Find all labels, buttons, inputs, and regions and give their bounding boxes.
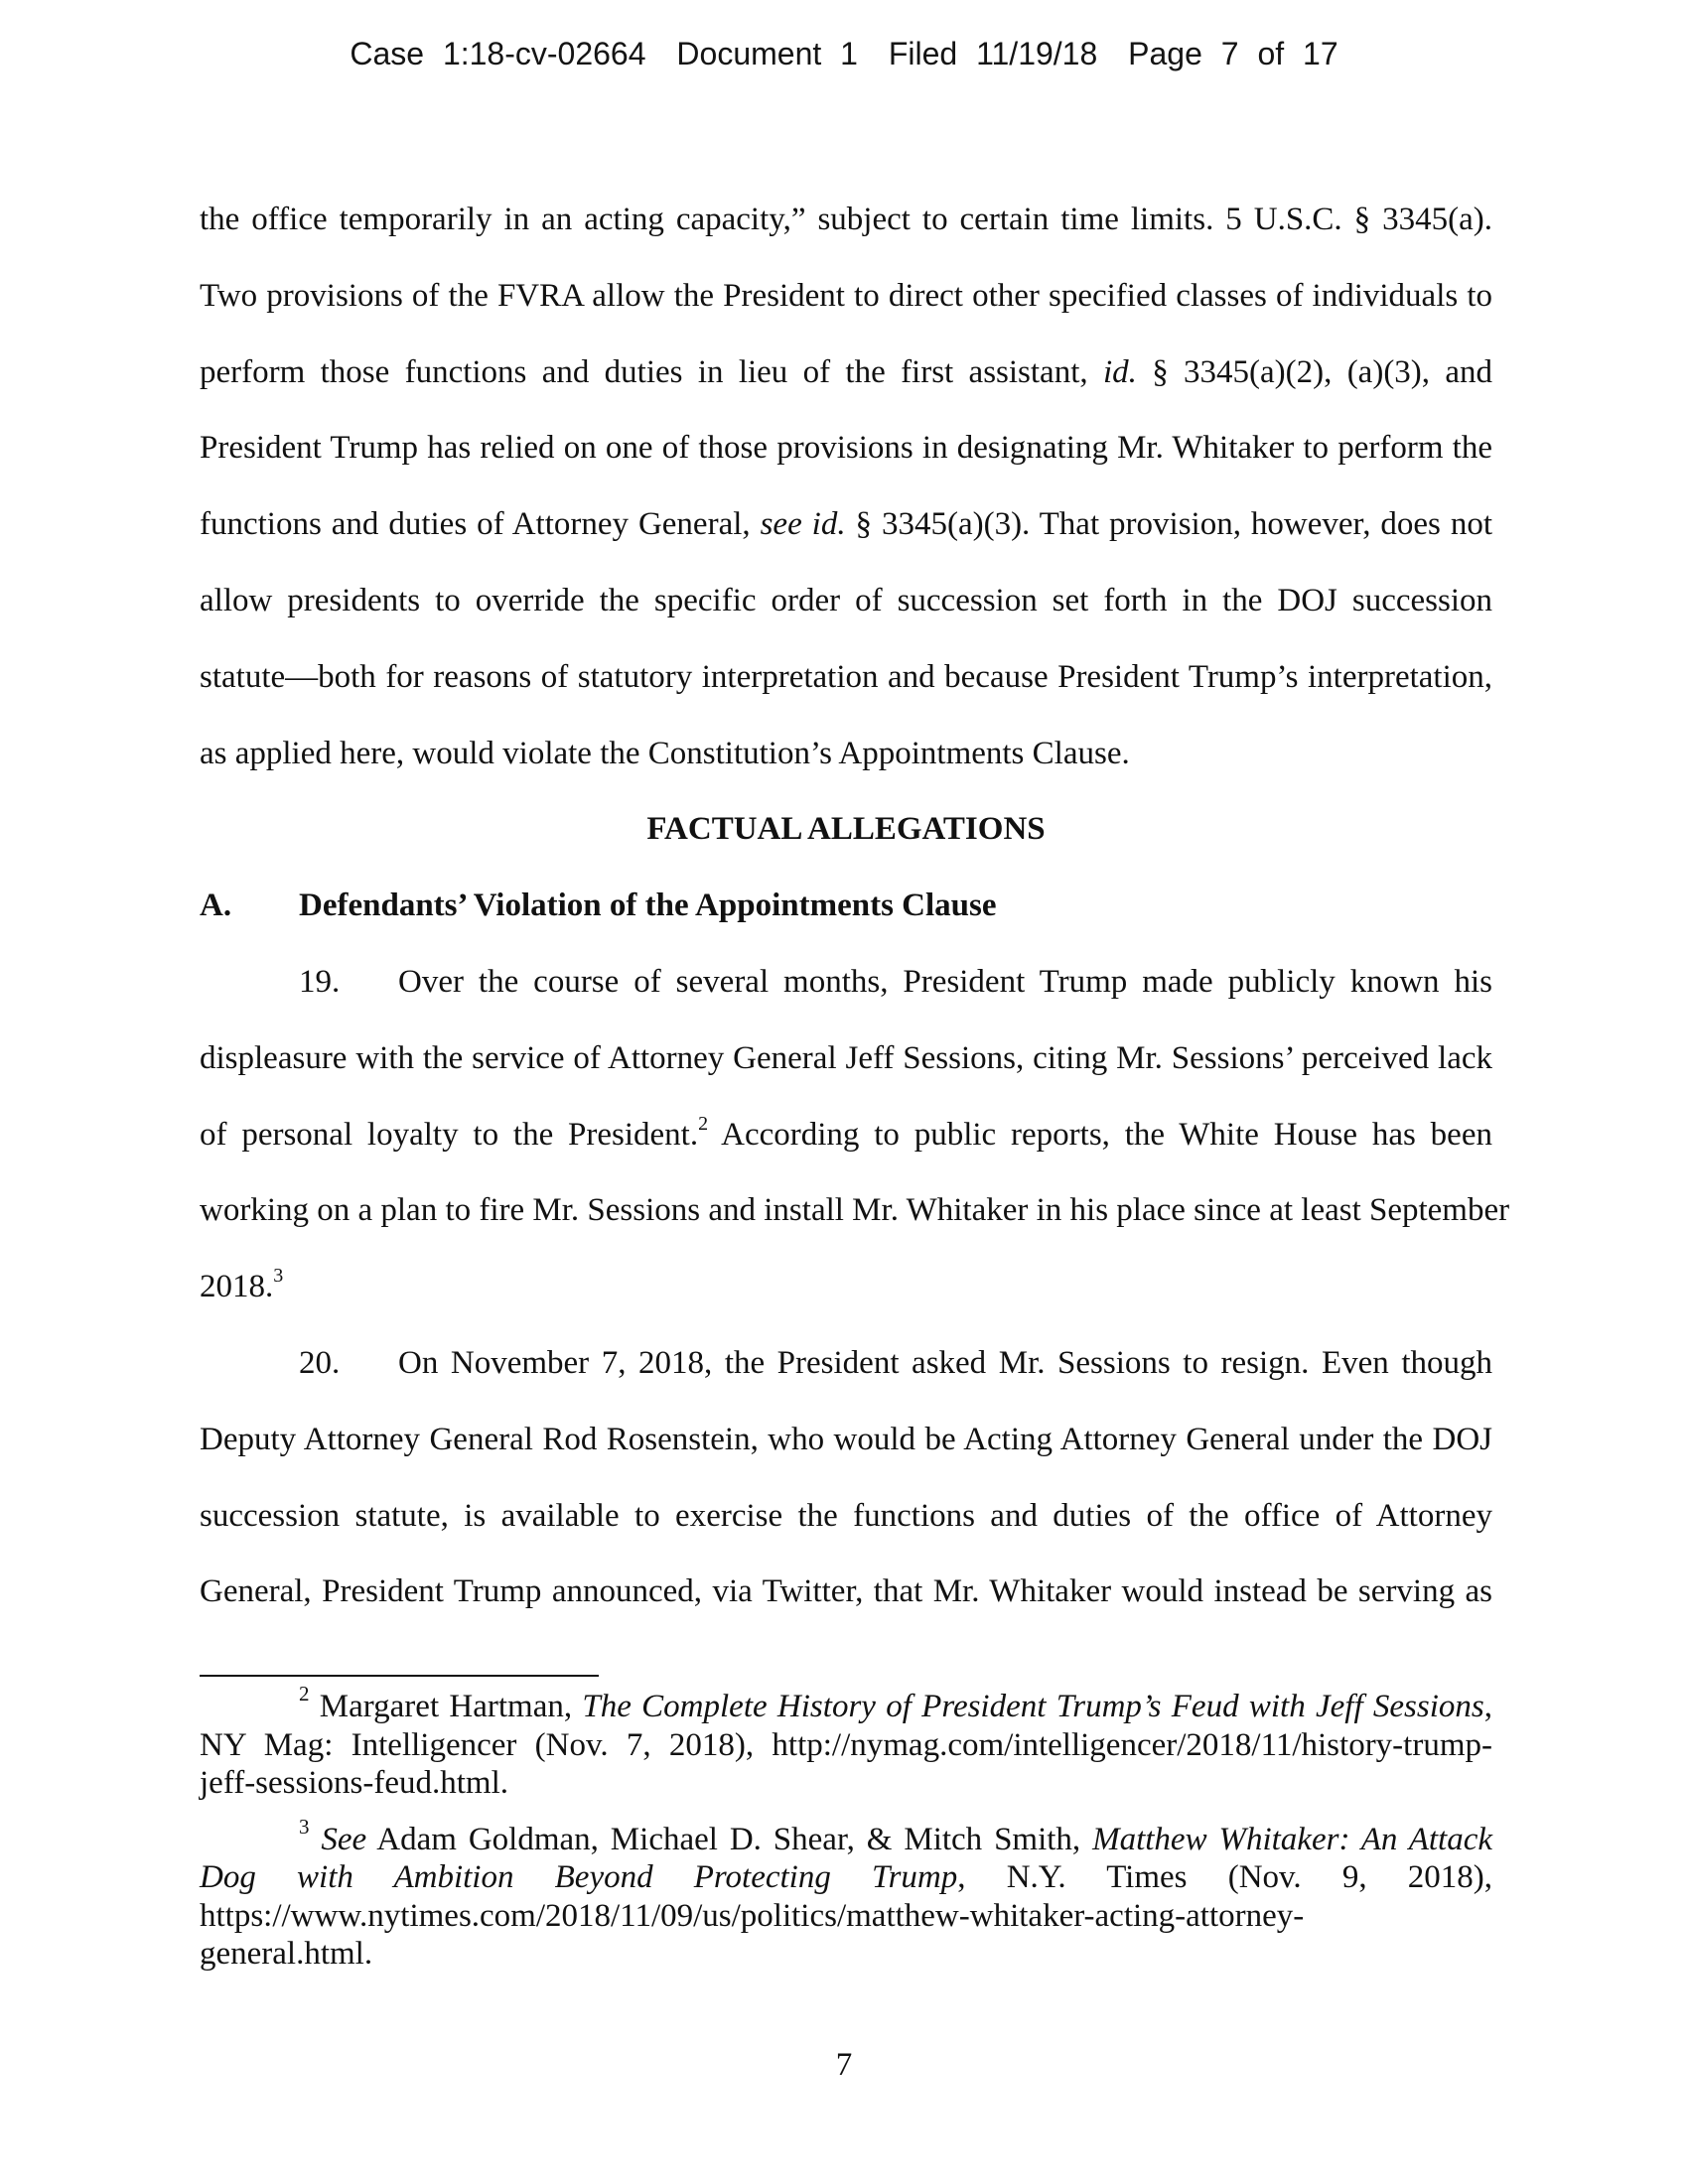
footnote-line: $^2$ Margaret Hartman, The Complete History of President Trump’s Feud with Jeff Sessions, [299,1682,1492,1724]
paragraph-19-line: 2018.$^3$ [200,1265,284,1305]
footnotes [200,1682,1492,1974]
footnote-line: general.html. [200,1936,373,1972]
paragraph-19-line: 19. Over the course of several months, President Trump made publicly known his [200,959,1492,1035]
paragraph-20-line: General, President Trump announced, via Twitter, that Mr. Whitaker would instead be serving as [200,1573,1492,1610]
footnote-line: $^3$ See Adam Goldman, Michael D. Shear, & Mitch Smith, Matthew Whitaker: An Attack [299,1814,1492,1857]
subsection-title: Defendants’ Violation of the Appointments Clause [299,887,997,924]
paragraph-number: 19. [299,963,341,1000]
body-line: President Trump has relied on one of those provisions in designating Mr. Whitaker to perform the [200,430,1492,467]
filed-date: Filed 11/19/18 [888,36,1098,71]
footnote-number: 2 [299,1682,310,1706]
footnote-line: https://www.nytimes.com/2018/11/09/us/politics/matthew-whitaker-acting-attorney- [200,1897,1305,1934]
paragraph-20-line: succession statute, is available to exercise the functions and duties of the office of Attorney [200,1497,1492,1534]
paragraph-19-line: working on a plan to fire Mr. Sessions and install Mr. Whitaker in his place since at least September [200,1192,1510,1229]
body-line: allow presidents to override the specific order of succession set forth in the DOJ succession [200,582,1492,618]
body-text [200,197,1510,1645]
paragraph-number: 20. [299,1344,341,1381]
footnote-ref-3[interactable]: 3 [273,1265,284,1288]
paragraph-19-line: of personal loyalty to the President.$^2$ According to public reports, the White House has been [200,1112,1492,1153]
subsection-number: A. [200,887,232,924]
footnote-line: NY Mag: Intelligencer (Nov. 7, 2018), http://nymag.com/intelligencer/2018/11/history-trump- [200,1726,1492,1763]
body-line: as applied here, would violate the Constitution’s Appointments Clause. [200,735,1130,771]
footnote-line: Dog with Ambition Beyond Protecting Trump, N.Y. Times (Nov. 9, 2018), [200,1859,1492,1895]
footnote-line: jeff-sessions-feud.html. [200,1765,509,1801]
footnote-2 [200,1682,1492,1803]
section-heading: FACTUAL ALLEGATIONS [646,811,1046,848]
page-number: 7 [835,2047,853,2083]
page-indicator: Page 7 of 17 [1128,36,1338,71]
footnote-number: 3 [299,1814,310,1839]
body-line: perform those functions and duties in lieu of the first assistant, id. § 3345(a)(2), (a)(3), and [200,353,1493,390]
body-line: the office temporarily in an acting capacity,” subject to certain time limits. 5 U.S.C. § 3345(a). [200,202,1492,237]
body-line: functions and duties of Attorney General, see id. § 3345(a)(3). That provision, however, does not [200,506,1492,543]
footnote-3 [200,1814,1492,1974]
body-line: Two provisions of the FVRA allow the President to direct other specified classes of individuals to [200,277,1492,314]
paragraph-20-line: Deputy Attorney General Rod Rosenstein, who would be Acting Attorney General under the DOJ [200,1421,1492,1457]
paragraph-20-line: 20. On November 7, 2018, the President asked Mr. Sessions to resign. Even though [200,1340,1492,1417]
body-line: statute—both for reasons of statutory interpretation and because President Trump’s interpretation, [200,658,1492,695]
case-header [0,36,1688,72]
footnote-separator [200,1675,599,1677]
footnote-ref-2[interactable]: 2 [698,1112,709,1135]
paragraph-19-line: displeasure with the service of Attorney General Jeff Sessions, citing Mr. Sessions’ perceived lack [200,1039,1492,1076]
subsection-heading [200,883,1492,959]
case-number: Case 1:18-cv-02664 [350,36,646,71]
document-number: Document 1 [676,36,858,71]
